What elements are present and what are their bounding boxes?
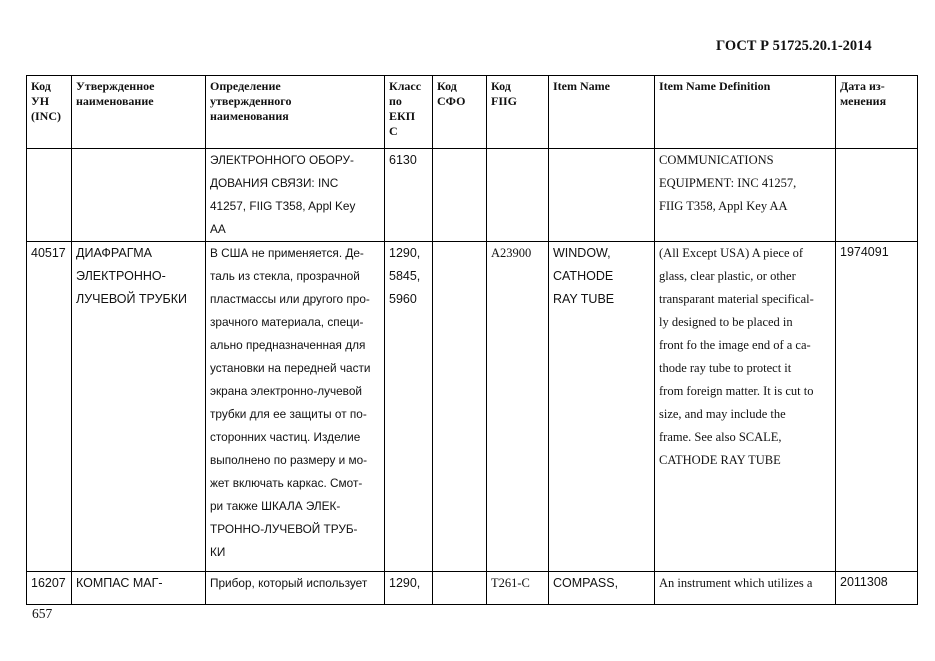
col-header-change-date bbox=[836, 76, 918, 149]
text-line: 6130 bbox=[389, 153, 417, 167]
cell-value bbox=[491, 149, 544, 172]
table-row bbox=[27, 149, 918, 242]
sfo-cell bbox=[433, 242, 487, 572]
class-cell bbox=[385, 242, 433, 572]
header-line: (INC) bbox=[31, 109, 61, 123]
header-line: СФО bbox=[437, 94, 466, 108]
text-line: CATHODE RAY TUBE bbox=[659, 453, 781, 467]
header-line: УН bbox=[31, 94, 50, 108]
text-line: 1290, bbox=[389, 246, 421, 260]
col-header-approved-name bbox=[72, 76, 206, 149]
text-line: ТРОННО-ЛУЧЕВОЙ ТРУБ- bbox=[210, 522, 358, 536]
table-row bbox=[27, 242, 918, 572]
col-header-inc bbox=[27, 76, 72, 149]
text-line: зрачного материала, специ- bbox=[210, 315, 364, 329]
item-definition-cell bbox=[655, 572, 836, 605]
cell-value: A23900 bbox=[491, 246, 532, 260]
text-line: ально предназначенная для bbox=[210, 338, 366, 352]
change-date-cell: 1974091 bbox=[836, 242, 918, 572]
text-line: В США не применяется. Де- bbox=[210, 246, 364, 260]
item-name-cell bbox=[549, 149, 655, 242]
text-line: таль из стекла, прозрачной bbox=[210, 269, 360, 283]
table-row bbox=[27, 572, 918, 605]
sfo-cell bbox=[433, 572, 487, 605]
col-header-definition bbox=[206, 76, 385, 149]
text-line: пластмассы или другого про- bbox=[210, 292, 370, 306]
text-line: 1290, bbox=[389, 576, 421, 590]
cell-value: 40517 bbox=[31, 246, 66, 260]
text-line: 41257, FIIG T358, Appl Key bbox=[210, 199, 356, 213]
text-line: трубки для ее защиты от по- bbox=[210, 407, 367, 421]
definition-cell bbox=[206, 572, 385, 605]
header-line: Утвержденное bbox=[76, 79, 155, 93]
text-line: ДОВАНИЯ СВЯЗИ: INC bbox=[210, 176, 339, 190]
header-line: Item Name bbox=[553, 79, 610, 93]
text-line: КИ bbox=[210, 545, 226, 559]
approved-name-cell bbox=[72, 149, 206, 242]
text-line: КОМПАС МАГ- bbox=[76, 576, 163, 590]
inc-cell bbox=[27, 242, 72, 572]
item-name-cell bbox=[549, 242, 655, 572]
text-line: front fo the image end of a ca- bbox=[659, 338, 811, 352]
text-line: ЛУЧЕВОЙ ТРУБКИ bbox=[76, 292, 188, 306]
text-line: сторонних частиц. Изделие bbox=[210, 430, 361, 444]
text-line: thode ray tube to protect it bbox=[659, 361, 792, 375]
header-line: Код bbox=[437, 79, 457, 93]
col-header-fiig bbox=[487, 76, 549, 149]
text-line: Прибор, который использует bbox=[210, 576, 368, 590]
text-line: установки на передней части bbox=[210, 361, 371, 375]
text-line: An instrument which utilizes a bbox=[659, 576, 813, 590]
text-line: ЭЛЕКТРОННО- bbox=[76, 269, 166, 283]
text-line: CATHODE bbox=[553, 269, 614, 283]
header-line: ЕКП bbox=[389, 109, 416, 123]
col-header-item-name bbox=[549, 76, 655, 149]
text-line: size, and may include the bbox=[659, 407, 786, 421]
inc-cell bbox=[27, 149, 72, 242]
col-header-sfo bbox=[433, 76, 487, 149]
change-date-cell bbox=[836, 149, 918, 242]
text-line: экрана электронно-лучевой bbox=[210, 384, 362, 398]
header-line: Код bbox=[31, 79, 51, 93]
text-line: from foreign matter. It is cut to bbox=[659, 384, 814, 398]
header-line: Код bbox=[491, 79, 511, 93]
cell-value: T261-C bbox=[491, 576, 530, 590]
fiig-cell bbox=[487, 242, 549, 572]
approved-name-cell bbox=[72, 242, 206, 572]
header-row bbox=[27, 76, 918, 149]
text-line: COMPASS, bbox=[553, 576, 619, 590]
text-line: 5960 bbox=[389, 292, 417, 306]
cell-value bbox=[437, 149, 482, 172]
cell-value bbox=[437, 572, 482, 595]
sfo-cell bbox=[433, 149, 487, 242]
col-header-class bbox=[385, 76, 433, 149]
class-cell bbox=[385, 572, 433, 605]
header-line: Определение bbox=[210, 79, 281, 93]
document-id: ГОСТ Р 51725.20.1-2014 bbox=[716, 38, 872, 54]
text-line: ЭЛЕКТРОННОГО ОБОРУ- bbox=[210, 153, 354, 167]
item-name-cell bbox=[549, 572, 655, 605]
text-line: EQUIPMENT: INC 41257, bbox=[659, 176, 797, 190]
text-line: RAY TUBE bbox=[553, 292, 615, 306]
header-line: Класс bbox=[389, 79, 422, 93]
header-line: С bbox=[389, 124, 398, 138]
header-line: Item Name Definition bbox=[659, 79, 771, 93]
header-line: утвержденного bbox=[210, 94, 292, 108]
text-line: ДИАФРАГМА bbox=[76, 246, 152, 260]
change-date-cell: 2011308 bbox=[836, 572, 918, 605]
item-name-table bbox=[26, 75, 918, 605]
header-line: наименование bbox=[76, 94, 154, 108]
cell-value: 16207 bbox=[31, 576, 66, 590]
text-line: glass, clear plastic, or other bbox=[659, 269, 796, 283]
text-line: ри также ШКАЛА ЭЛЕК- bbox=[210, 499, 341, 513]
text-line: COMMUNICATIONS bbox=[659, 153, 774, 167]
inc-cell bbox=[27, 572, 72, 605]
header-line: наименования bbox=[210, 109, 289, 123]
approved-name-cell bbox=[72, 572, 206, 605]
text-line: (All Except USA) A piece of bbox=[659, 246, 804, 260]
cell-value bbox=[31, 149, 67, 172]
cell-value bbox=[437, 242, 482, 265]
class-cell bbox=[385, 149, 433, 242]
item-definition-cell bbox=[655, 149, 836, 242]
definition-cell bbox=[206, 242, 385, 572]
col-header-item-definition bbox=[655, 76, 836, 149]
header-line: Дата из- bbox=[840, 79, 885, 93]
text-line: ly designed to be placed in bbox=[659, 315, 793, 329]
header-line: менения bbox=[840, 94, 887, 108]
definition-cell bbox=[206, 149, 385, 242]
item-definition-cell bbox=[655, 242, 836, 572]
text-line: 5845, bbox=[389, 269, 421, 283]
text-line: transparant material specifical- bbox=[659, 292, 814, 306]
text-line: AA bbox=[210, 222, 226, 236]
header-line: FIIG bbox=[491, 94, 518, 108]
text-line: frame. See also SCALE, bbox=[659, 430, 782, 444]
text-line: WINDOW, bbox=[553, 246, 611, 260]
header-line: по bbox=[389, 94, 402, 108]
fiig-cell bbox=[487, 572, 549, 605]
text-line: жет включать каркас. Смот- bbox=[210, 476, 363, 490]
fiig-cell bbox=[487, 149, 549, 242]
page-number: 657 bbox=[32, 606, 53, 621]
text-line: FIIG T358, Appl Key AA bbox=[659, 199, 788, 213]
text-line: выполнено по размеру и мо- bbox=[210, 453, 368, 467]
